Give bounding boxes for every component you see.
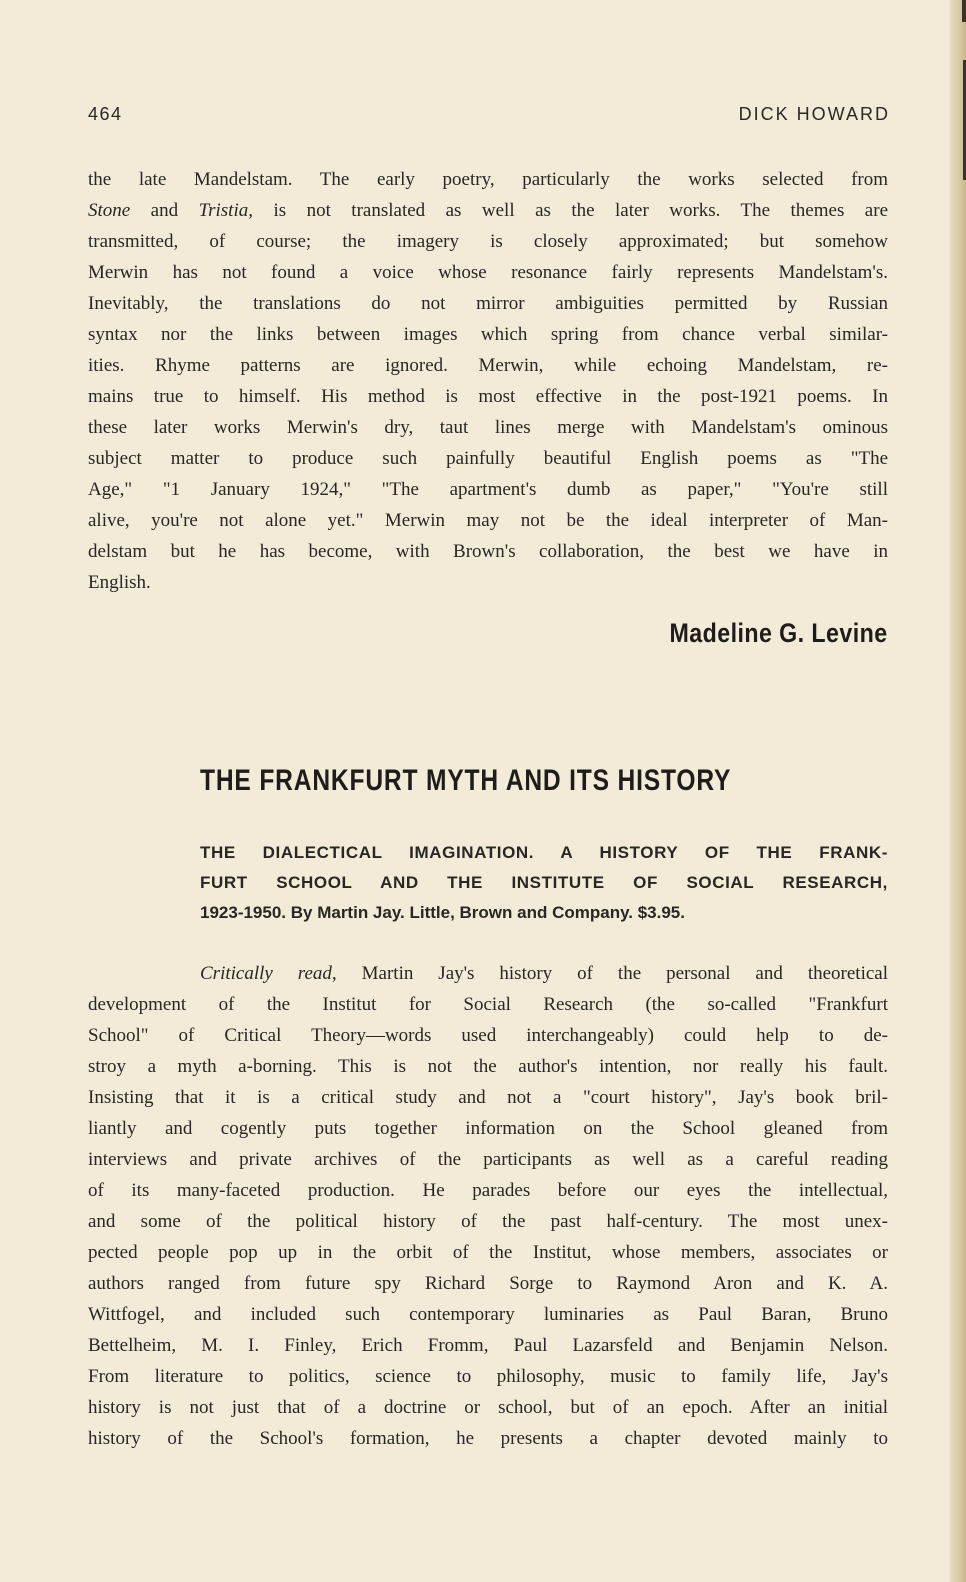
running-head-author: DICK HOWARD xyxy=(738,104,890,124)
text-line: Bettelheim, M. I. Finley, Erich Fromm, Paul Lazarsfeld and Benjamin Nelson. xyxy=(88,1335,888,1356)
text-line: history of the School's formation, he presents a chapter devoted mainly to xyxy=(88,1428,888,1449)
edge-mark xyxy=(962,0,966,22)
reviewer-signature: Madeline G. Levine xyxy=(669,618,888,648)
text-line: English. xyxy=(88,572,151,593)
text-line: Critically read, Martin Jay's history of the personal and theoretical xyxy=(200,963,889,984)
page-edge xyxy=(950,0,966,1582)
text-line: Age," "1 January 1924," "The apartment's dumb as paper," "You're still xyxy=(88,479,888,500)
running-head xyxy=(88,104,890,128)
citation-line: FURT SCHOOL AND THE INSTITUTE OF SOCIAL RESEARCH, xyxy=(200,873,888,892)
text-line: School" of Critical Theory—words used interchangeably) could help to de- xyxy=(88,1025,888,1046)
text-line: transmitted, of course; the imagery is closely approximated; but somehow xyxy=(88,231,888,252)
review-two-body xyxy=(88,958,888,1454)
text-line: Stone and Tristia, is not translated as well as the later works. The themes are xyxy=(88,200,888,221)
text-line: development of the Institut for Social Research (the so-called "Frankfurt xyxy=(88,994,888,1015)
text-line: Wittfogel, and included such contemporary luminaries as Paul Baran, Bruno xyxy=(88,1304,888,1325)
text-line: interviews and private archives of the participants as well as a careful reading xyxy=(88,1149,888,1170)
text-line: authors ranged from future spy Richard Sorge to Raymond Aron and K. A. xyxy=(88,1273,888,1294)
text-line: Inevitably, the translations do not mirror ambiguities permitted by Russian xyxy=(88,293,888,314)
text-line: liantly and cogently puts together information on the School gleaned from xyxy=(88,1118,888,1139)
review-one-body xyxy=(88,164,888,598)
text-line: alive, you're not alone yet." Merwin may not be the ideal interpreter of Man- xyxy=(88,510,888,531)
article-title: THE FRANKFURT MYTH AND ITS HISTORY xyxy=(200,764,732,797)
text-line: Merwin has not found a voice whose resonance fairly represents Mandelstam's. xyxy=(88,262,888,283)
text-line: From literature to politics, science to philosophy, music to family life, Jay's xyxy=(88,1366,888,1387)
text-line: Insisting that it is a critical study and not a "court history", Jay's book bril- xyxy=(88,1087,888,1108)
text-line: pected people pop up in the orbit of the Institut, whose members, associates or xyxy=(88,1242,888,1263)
text-line: delstam but he has become, with Brown's collaboration, the best we have in xyxy=(88,541,888,562)
text-line: ities. Rhyme patterns are ignored. Merwin, while echoing Mandelstam, re- xyxy=(88,355,888,376)
text-line: stroy a myth a-borning. This is not the author's intention, nor really his fault. xyxy=(88,1056,888,1077)
text-line: of its many-faceted production. He parades before our eyes the intellectual, xyxy=(88,1180,888,1201)
text-line: history is not just that of a doctrine or school, but of an epoch. After an initial xyxy=(88,1397,888,1418)
text-line: the late Mandelstam. The early poetry, particularly the works selected from xyxy=(88,169,888,190)
text-line: mains true to himself. His method is most effective in the post-1921 poems. In xyxy=(88,386,888,407)
citation-line: 1923-1950. By Martin Jay. Little, Brown and Company. $3.95. xyxy=(200,903,685,922)
page-number: 464 xyxy=(88,104,123,124)
text-line: and some of the political history of the past half-century. The most unex- xyxy=(88,1211,888,1232)
text-line: syntax nor the links between images which spring from chance verbal similar- xyxy=(88,324,888,345)
citation-line: THE DIALECTICAL IMAGINATION. A HISTORY OF THE FRANK- xyxy=(200,843,888,862)
text-line: subject matter to produce such painfully beautiful English poems as "The xyxy=(88,448,888,469)
book-citation xyxy=(200,838,888,928)
text-line: these later works Merwin's dry, taut lines merge with Mandelstam's ominous xyxy=(88,417,888,438)
